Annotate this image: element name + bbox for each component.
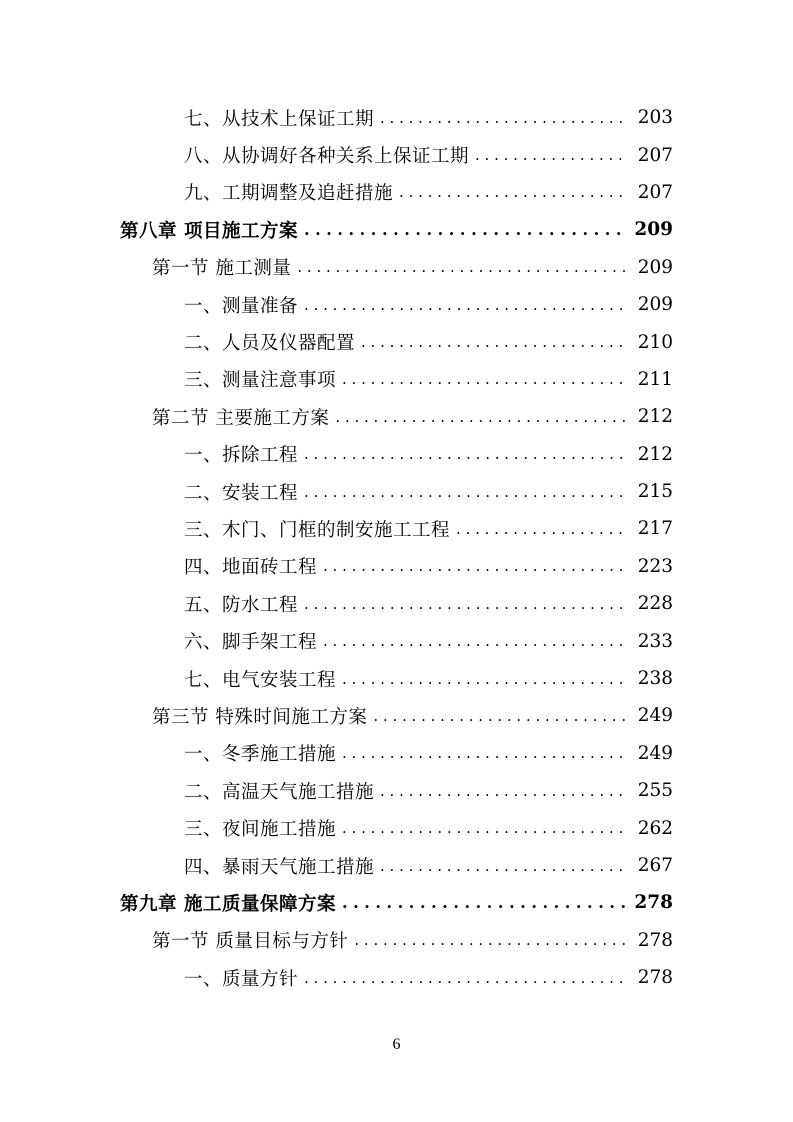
toc-item-entry[interactable] [0, 585, 793, 622]
toc-entry-page: 211 [637, 368, 673, 390]
toc-dot-leader [335, 406, 625, 428]
toc-dot-leader [475, 144, 625, 166]
toc-entry-title: 第二节 主要施工方案 [152, 407, 330, 429]
toc-entry-page: 215 [637, 481, 673, 503]
toc-entry-page: 212 [637, 406, 673, 428]
toc-item-entry[interactable] [0, 959, 793, 996]
toc-entry-title: 第八章 项目施工方案 [120, 220, 298, 242]
toc-entry-page: 209 [634, 219, 673, 241]
page-number: 6 [392, 1036, 401, 1053]
toc-dot-leader [342, 817, 625, 839]
toc-entry-title: 二、安装工程 [184, 482, 299, 504]
toc-dot-leader [304, 219, 625, 241]
toc-dot-leader [304, 967, 625, 989]
toc-entry-page: 209 [637, 294, 673, 316]
toc-dot-leader [304, 443, 625, 465]
toc-dot-leader [342, 742, 625, 764]
toc-entry-title: 八、从协调好各种关系上保证工期 [184, 146, 470, 168]
toc-section-entry[interactable] [0, 249, 793, 286]
toc-dot-leader [323, 555, 625, 577]
toc-item-entry[interactable] [0, 361, 793, 398]
toc-entry-title: 一、质量方针 [184, 968, 299, 990]
toc-item-entry[interactable] [0, 847, 793, 884]
toc-entry-title: 三、夜间施工措施 [184, 819, 337, 841]
toc-entry-title: 四、地面砖工程 [184, 557, 318, 579]
toc-dot-leader [354, 929, 625, 951]
toc-entry-page: 207 [637, 144, 673, 166]
toc-item-entry[interactable] [0, 735, 793, 772]
toc-dot-leader [342, 892, 625, 914]
toc-item-entry[interactable] [0, 323, 793, 360]
toc-dot-leader [380, 855, 625, 877]
toc-item-entry[interactable] [0, 473, 793, 510]
toc-dot-leader [399, 181, 625, 203]
toc-entry-page: 262 [637, 817, 673, 839]
toc-entry-page: 210 [637, 331, 673, 353]
toc-entry-title: 一、拆除工程 [184, 445, 299, 467]
toc-entry-title: 七、从技术上保证工期 [184, 108, 375, 130]
toc-entry-page: 228 [637, 593, 673, 615]
toc-entry-title: 第九章 施工质量保障方案 [120, 893, 336, 915]
toc-item-entry[interactable] [0, 136, 793, 173]
toc-dot-leader [304, 481, 625, 503]
toc-section-entry[interactable] [0, 922, 793, 959]
toc-item-entry[interactable] [0, 174, 793, 211]
toc-entry-page: 233 [637, 630, 673, 652]
toc-item-entry[interactable] [0, 99, 793, 136]
toc-entry-title: 第三节 特殊时间施工方案 [152, 706, 368, 728]
toc-item-entry[interactable] [0, 286, 793, 323]
toc-chapter-entry[interactable] [0, 211, 793, 248]
toc-entry-title: 九、工期调整及追赶措施 [184, 183, 394, 205]
toc-item-entry[interactable] [0, 660, 793, 697]
toc-entry-page: 217 [637, 518, 673, 540]
toc-dot-leader [304, 593, 625, 615]
toc-entry-page: 203 [637, 107, 673, 129]
toc-section-entry[interactable] [0, 398, 793, 435]
toc-entry-title: 五、防水工程 [184, 594, 299, 616]
toc-entry-page: 207 [637, 181, 673, 203]
toc-entry-page: 238 [637, 668, 673, 690]
toc-entry-title: 三、测量注意事项 [184, 370, 337, 392]
toc-item-entry[interactable] [0, 622, 793, 659]
toc-dot-leader [323, 630, 625, 652]
toc-dot-leader [342, 368, 625, 390]
toc-entry-title: 一、冬季施工措施 [184, 744, 337, 766]
toc-entry-title: 四、暴雨天气施工措施 [184, 856, 375, 878]
toc-dot-leader [342, 668, 625, 690]
toc-item-entry[interactable] [0, 809, 793, 846]
toc-section-entry[interactable] [0, 697, 793, 734]
toc-item-entry[interactable] [0, 510, 793, 547]
toc-dot-leader [304, 294, 625, 316]
toc-entry-title: 七、电气安装工程 [184, 669, 337, 691]
toc-dot-leader [373, 705, 625, 727]
toc-entry-page: 255 [637, 780, 673, 802]
toc-entry-page: 278 [634, 892, 673, 914]
table-of-contents [0, 99, 793, 996]
toc-dot-leader [380, 780, 625, 802]
toc-item-entry[interactable] [0, 772, 793, 809]
toc-entry-page: 212 [637, 443, 673, 465]
toc-entry-page: 223 [637, 555, 673, 577]
toc-entry-title: 六、脚手架工程 [184, 632, 318, 654]
toc-entry-page: 278 [637, 929, 673, 951]
toc-entry-title: 二、高温天气施工措施 [184, 781, 375, 803]
toc-item-entry[interactable] [0, 548, 793, 585]
toc-entry-title: 一、测量准备 [184, 295, 299, 317]
toc-entry-page: 249 [637, 742, 673, 764]
toc-entry-page: 267 [637, 855, 673, 876]
toc-dot-leader [380, 107, 625, 129]
toc-entry-title: 第一节 施工测量 [152, 258, 292, 280]
toc-item-entry[interactable] [0, 436, 793, 473]
toc-entry-page: 209 [637, 256, 673, 278]
toc-entry-title: 第一节 质量目标与方针 [152, 931, 349, 953]
toc-entry-title: 三、木门、门框的制安施工工程 [184, 519, 451, 541]
toc-chapter-entry[interactable] [0, 884, 793, 921]
toc-entry-title: 二、人员及仪器配置 [184, 333, 356, 355]
toc-dot-leader [456, 518, 625, 540]
toc-entry-page: 249 [637, 705, 673, 727]
toc-dot-leader [297, 256, 625, 278]
toc-dot-leader [361, 331, 625, 353]
toc-entry-page: 278 [637, 967, 673, 989]
